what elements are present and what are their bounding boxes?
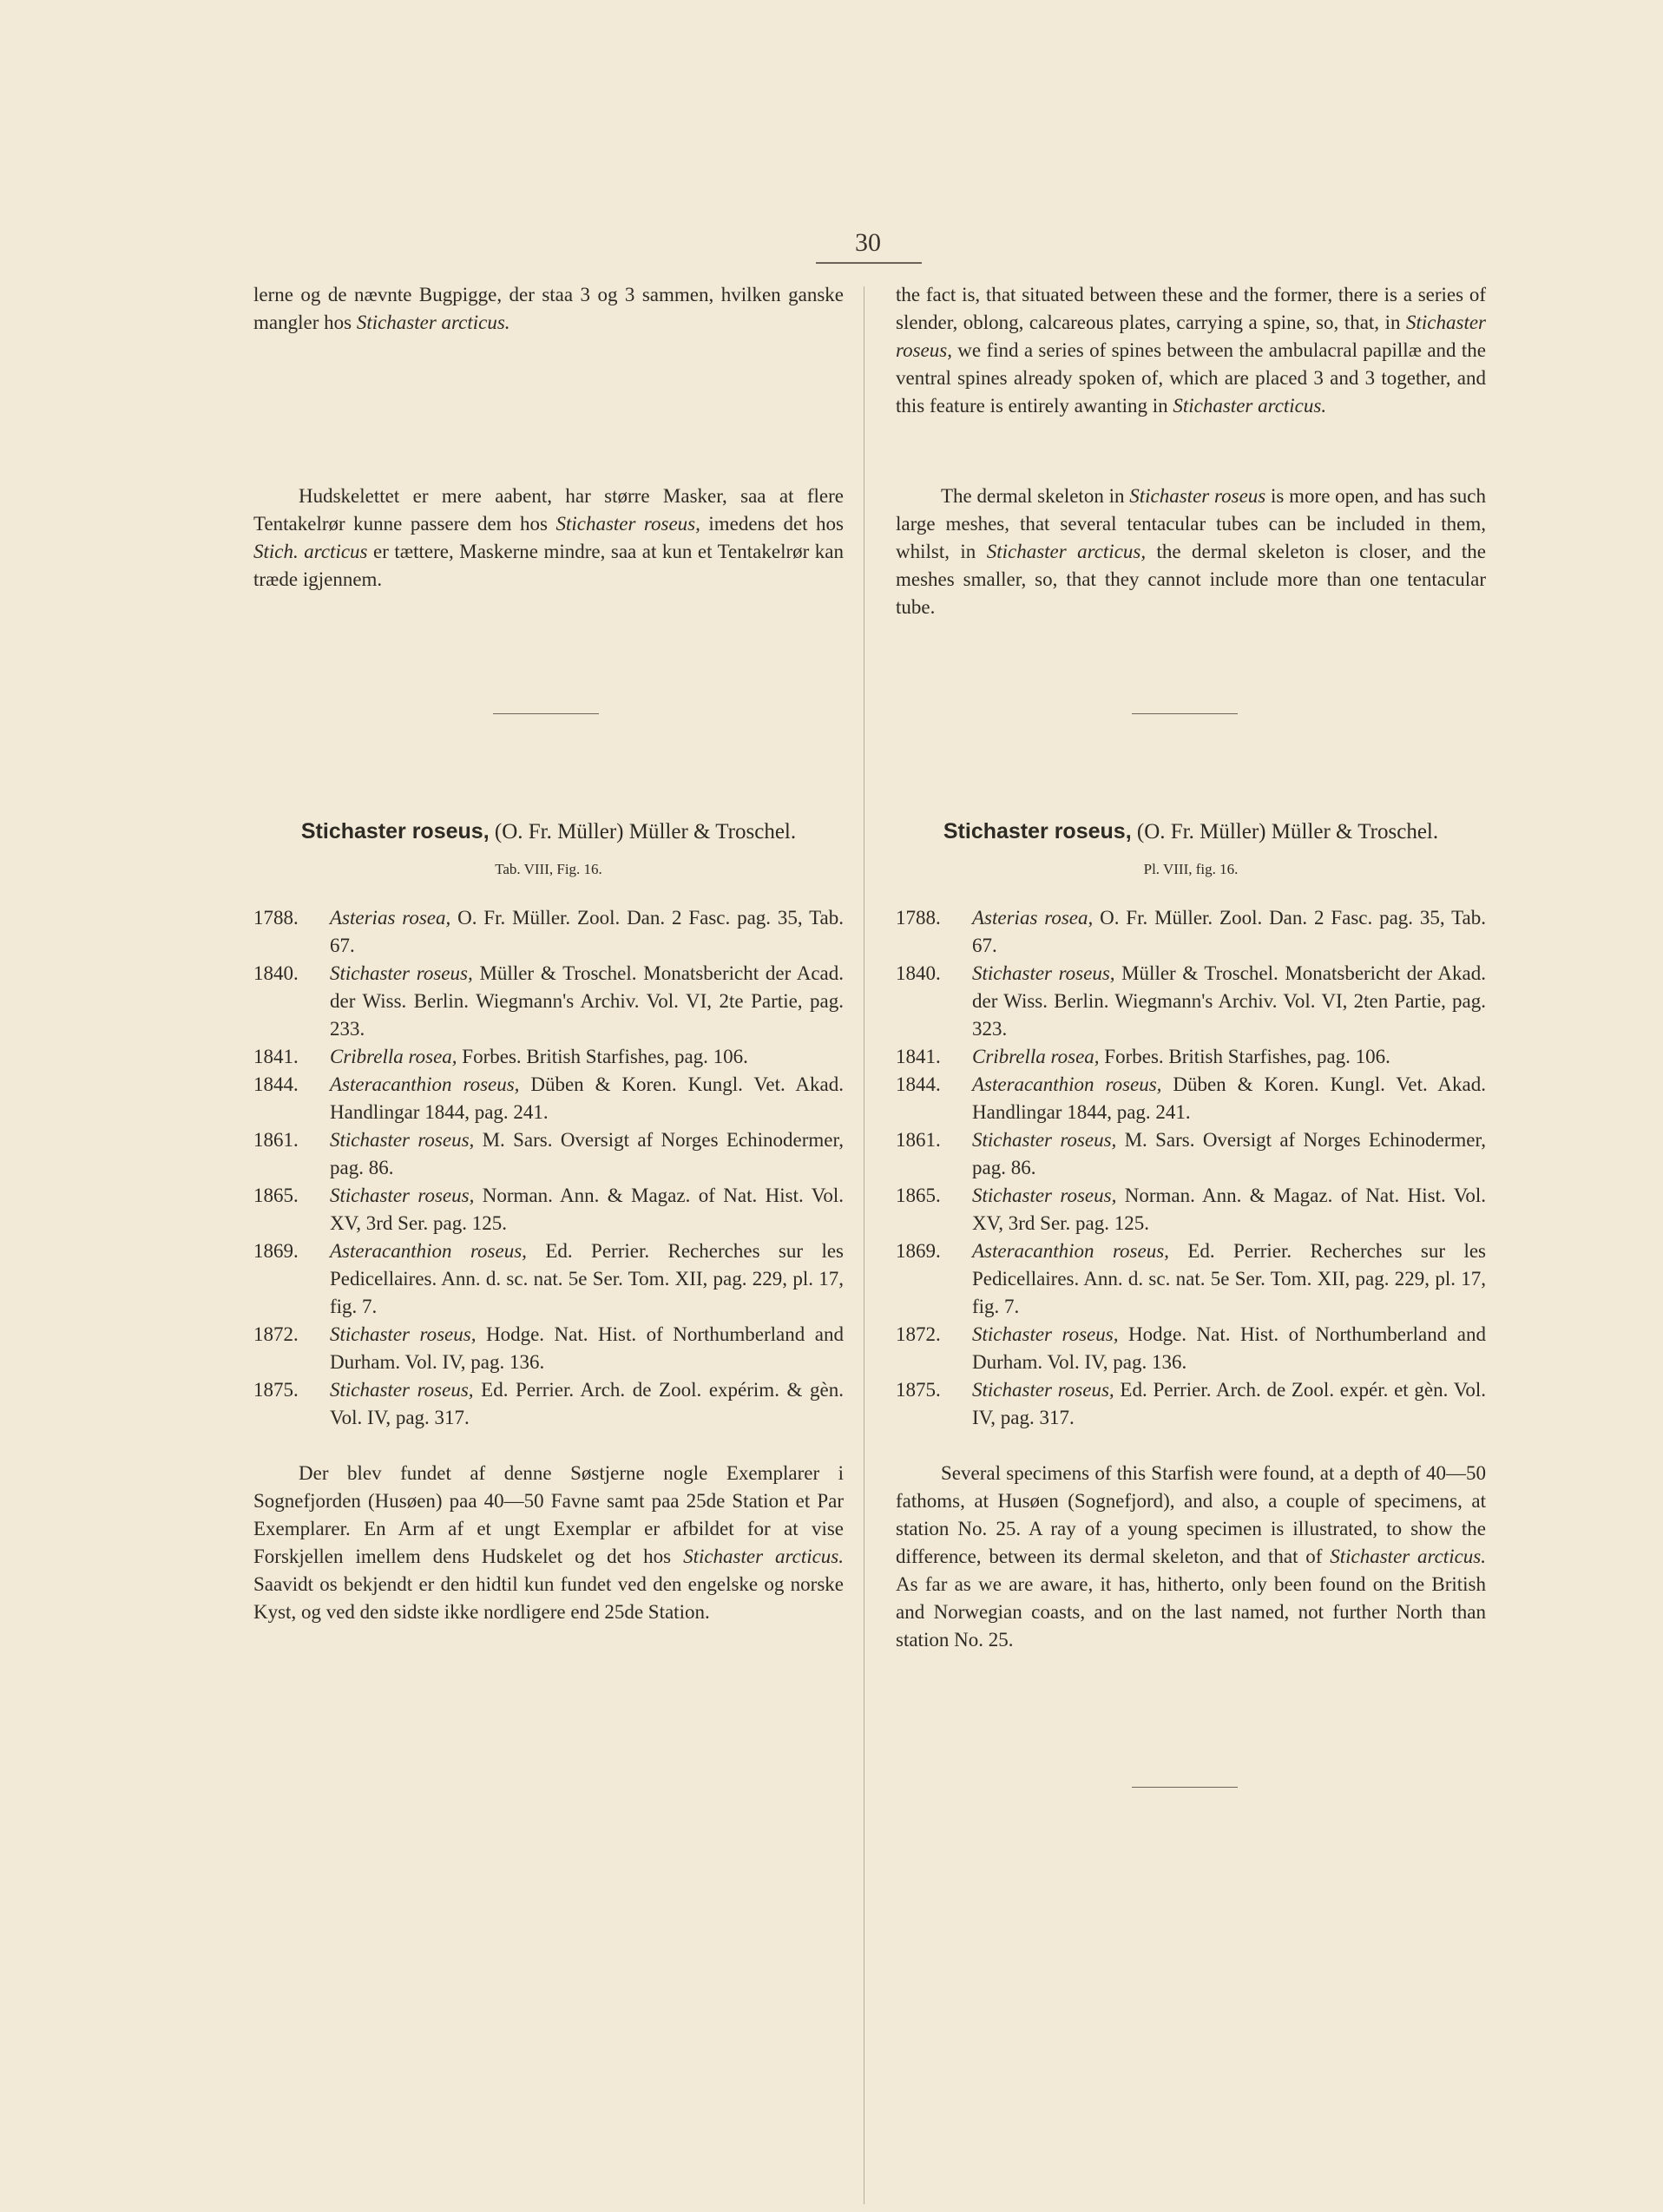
entry-reference (330, 904, 844, 960)
page-number: 30 (855, 228, 881, 257)
entry-reference (330, 1376, 844, 1432)
right-paragraph-3 (896, 1460, 1486, 1654)
species-heading (253, 817, 844, 847)
taxon-name: Stichaster roseus, (330, 1379, 474, 1401)
species-heading (896, 817, 1486, 847)
text-run: O. Fr. Müller. Zool. Dan. 2 Fasc. pag. 35, Tab. 67. (972, 907, 1486, 956)
taxon-name: Asteracanthion roseus, (972, 1073, 1162, 1095)
entry-reference (330, 1237, 844, 1321)
section-divider-rule (1132, 713, 1238, 714)
taxon-name: Stich. arcticus (253, 541, 368, 562)
taxon-name: Stichaster roseus (1129, 485, 1266, 507)
left-paragraph-3 (253, 1460, 844, 1626)
text-run: er tættere, Maskerne mindre, saa at kun et Tentakelrør kan træde igjennem. (253, 541, 845, 590)
left-paragraph-1 (253, 281, 844, 337)
entry-year: 1788. (253, 907, 299, 929)
taxon-name: Stichaster arcticus. (1173, 395, 1327, 417)
text-run: we find a series of spines between the ambulacral papillæ and the ventral spines already spoken of, which are placed 3 and 3 together, and this feature is entirely awanting in (896, 339, 1486, 417)
synonymy-entry (896, 1376, 1486, 1432)
entry-reference (972, 1071, 1486, 1126)
text-run: The dermal skeleton in (941, 485, 1130, 507)
taxon-name: Stichaster roseus, (972, 1379, 1114, 1401)
entry-reference (972, 960, 1486, 1043)
species-name: Stichaster roseus, (943, 819, 1132, 843)
text-run: Düben & Koren. Kungl. Vet. Akad. Handlingar 1844, pag. 241. (330, 1073, 845, 1123)
taxon-name: Stichaster roseus, (330, 1185, 475, 1206)
entry-year: 1841. (253, 1046, 299, 1067)
entry-reference (330, 1182, 844, 1237)
synonymy-entry (896, 1071, 1486, 1126)
entry-reference (330, 1126, 844, 1182)
synonymy-entry (253, 1237, 844, 1321)
taxon-name: Stichaster arcticus, (986, 541, 1147, 562)
taxon-name: Cribrella rosea, (330, 1046, 457, 1067)
text-run: Saavidt os bekjendt er den hidtil kun fundet ved den engelske og norske Kyst, og ved den sidste ikke nordligere end 25de Station. (253, 1573, 844, 1623)
right-paragraph-1 (896, 281, 1486, 420)
synonymy-entry (253, 1376, 844, 1432)
text-run: Hodge. Nat. Hist. of Northumberland and Durham. Vol. IV, pag. 136. (972, 1323, 1486, 1373)
taxon-name: Stichaster roseus, (330, 962, 473, 984)
entry-reference (972, 1376, 1486, 1432)
taxon-name: Asteracanthion roseus, (972, 1240, 1169, 1262)
species-name: Stichaster roseus, (300, 819, 490, 843)
text-run: Müller & Troschel. Monatsbericht der Akad. der Wiss. Berlin. Wiegmann's Archiv. Vol. VI, 2ten Partie, pag. 323. (972, 962, 1486, 1040)
synonymy-entry (896, 1321, 1486, 1376)
taxon-name: Stichaster roseus, (330, 1323, 477, 1345)
text-run: Several specimens of this Starfish were found, at a depth of 40—50 fathoms, at Husøen (Sognefjord), and also, a couple of specimens, at station No. 25. A ray of a young specimen is illustrated, to show the difference, between its dermal skeleton, and that of (896, 1462, 1486, 1567)
taxon-name: Stichaster roseus, (555, 513, 700, 535)
entry-year: 1841. (896, 1046, 941, 1067)
entry-year: 1875. (253, 1379, 299, 1401)
entry-year: 1875. (896, 1379, 941, 1401)
text-run: imedens det hos (700, 513, 844, 535)
entry-year: 1861. (896, 1129, 941, 1151)
taxon-name: Asterias rosea, (330, 907, 451, 929)
entry-year: 1840. (896, 962, 941, 984)
synonymy-entry (896, 904, 1486, 960)
entry-year: 1865. (896, 1185, 941, 1206)
right-paragraph-2 (896, 482, 1486, 621)
synonymy-entry (253, 1071, 844, 1126)
text-run: As far as we are aware, it has, hitherto, only been found on the British and Norwegian coasts, and on the last named, not further North than station No. 25. (896, 1573, 1486, 1651)
entry-year: 1788. (896, 907, 941, 929)
entry-year: 1861. (253, 1129, 299, 1151)
synonymy-entry (896, 1182, 1486, 1237)
synonymy-entry (253, 1126, 844, 1182)
synonymy-entry (253, 1321, 844, 1376)
text-run: lerne og de nævnte Bugpigge, der staa 3 og 3 sammen, hvilken ganske mangler hos (253, 284, 844, 333)
text-run: Düben & Koren. Kungl. Vet. Akad. Handlingar 1844, pag. 241. (972, 1073, 1487, 1123)
entry-reference (330, 1321, 844, 1376)
species-authority: (O. Fr. Müller) Müller & Troschel. (489, 820, 797, 843)
entry-reference (330, 960, 844, 1043)
plate-reference: Tab. VIII, Fig. 16. (495, 861, 602, 877)
text-run: Ed. Perrier. Arch. de Zool. expér. et gèn. Vol. IV, pag. 317. (972, 1379, 1486, 1428)
text-run: the dermal skeleton is closer, and the meshes smaller, so, that they cannot include more than one tentacular tube. (896, 541, 1487, 618)
text-run: Ed. Perrier. Arch. de Zool. expérim. & gèn. Vol. IV, pag. 317. (330, 1379, 844, 1428)
entry-year: 1869. (253, 1240, 299, 1262)
section-divider-rule (493, 713, 599, 714)
entry-reference (972, 1237, 1486, 1321)
synonymy-entry (896, 1043, 1486, 1071)
text-run: Forbes. British Starfishes, pag. 106. (457, 1046, 748, 1067)
synonymy-entry (896, 960, 1486, 1043)
text-run: Hudskelettet er mere aabent, har større Masker, saa at flere Tentakelrør kunne passere dem hos (253, 485, 844, 535)
synonymy-list (253, 904, 844, 1432)
entry-reference (330, 1071, 844, 1126)
entry-reference (972, 1043, 1486, 1071)
entry-year: 1869. (896, 1240, 941, 1262)
taxon-name: Stichaster roseus, (330, 1129, 475, 1151)
taxon-name: Stichaster arcticus. (683, 1546, 845, 1567)
entry-year: 1844. (253, 1073, 299, 1095)
synonymy-entry (896, 1126, 1486, 1182)
entry-reference (330, 1043, 844, 1071)
text-run: the fact is, that situated between these and the former, there is a series of slender, oblong, calcareous plates, carrying a spine, so, that, in (896, 284, 1486, 333)
text-run: M. Sars. Oversigt af Norges Echinodermer, pag. 86. (330, 1129, 844, 1178)
taxon-name: Stichaster arcticus. (356, 312, 510, 333)
taxon-name: Asteracanthion roseus, (330, 1073, 520, 1095)
taxon-name: Asteracanthion roseus, (330, 1240, 527, 1262)
text-run: M. Sars. Oversigt af Norges Echinodermer, pag. 86. (972, 1129, 1486, 1178)
text-run: Ed. Perrier. Recherches sur les Pedicellaires. Ann. d. sc. nat. 5e Ser. Tom. XII, pag. 229, pl. 17, fig. 7. (330, 1240, 845, 1317)
text-run: Müller & Troschel. Monatsbericht der Acad. der Wiss. Berlin. Wiegmann's Archiv. Vol. VI, 2te Partie, pag. 233. (330, 962, 844, 1040)
entry-reference (972, 1321, 1486, 1376)
entry-reference (972, 1182, 1486, 1237)
synonymy-entry (253, 1182, 844, 1237)
entry-reference (972, 1126, 1486, 1182)
text-run: Norman. Ann. & Magaz. of Nat. Hist. Vol. XV, 3rd Ser. pag. 125. (330, 1185, 844, 1234)
entry-year: 1865. (253, 1185, 299, 1206)
entry-year: 1872. (253, 1323, 299, 1345)
text-run: O. Fr. Müller. Zool. Dan. 2 Fasc. pag. 35, Tab. 67. (330, 907, 844, 956)
page-number-rule (816, 262, 922, 264)
text-run: Hodge. Nat. Hist. of Northumberland and Durham. Vol. IV, pag. 136. (330, 1323, 844, 1373)
entry-year: 1844. (896, 1073, 941, 1095)
synonymy-entry (253, 904, 844, 960)
text-run: Der blev fundet af denne Søstjerne nogle Exemplarer i Sognefjorden (Husøen) paa 40—50 Favne samt paa 25de Station et Par Exemplarer. En Arm af et ungt Exemplar er afbildet for at vise Forskjellen imellem dens Hudskelet og det hos (253, 1462, 844, 1567)
taxon-name: Stichaster roseus, (972, 1323, 1119, 1345)
text-run: Ed. Perrier. Recherches sur les Pedicellaires. Ann. d. sc. nat. 5e Ser. Tom. XII, pag. 229, pl. 17, fig. 7. (972, 1240, 1487, 1317)
species-authority: (O. Fr. Müller) Müller & Troschel. (1131, 820, 1439, 843)
taxon-name: Stichaster arcticus. (1330, 1546, 1486, 1567)
taxon-name: Stichaster roseus, (972, 962, 1115, 984)
entry-reference (972, 904, 1486, 960)
text-run: Forbes. British Starfishes, pag. 106. (1099, 1046, 1390, 1067)
entry-year: 1872. (896, 1323, 941, 1345)
synonymy-list (896, 904, 1486, 1432)
plate-reference: Pl. VIII, fig. 16. (1143, 861, 1239, 877)
taxon-name: Stichaster roseus, (972, 1185, 1117, 1206)
taxon-name: Stichaster roseus, (972, 1129, 1117, 1151)
end-rule (1132, 1787, 1238, 1788)
taxon-name: Asterias rosea, (972, 907, 1094, 929)
synonymy-entry (253, 1043, 844, 1071)
synonymy-entry (253, 960, 844, 1043)
synonymy-entry (896, 1237, 1486, 1321)
text-run: Norman. Ann. & Magaz. of Nat. Hist. Vol. XV, 3rd Ser. pag. 125. (972, 1185, 1486, 1234)
entry-year: 1840. (253, 962, 299, 984)
taxon-name: Stichaster roseus, (896, 312, 1486, 361)
text-run: is more open, and has such large meshes, that several tentacular tubes can be included in them, whilst, in (896, 485, 1486, 562)
taxon-name: Cribrella rosea, (972, 1046, 1100, 1067)
left-paragraph-2 (253, 482, 844, 594)
